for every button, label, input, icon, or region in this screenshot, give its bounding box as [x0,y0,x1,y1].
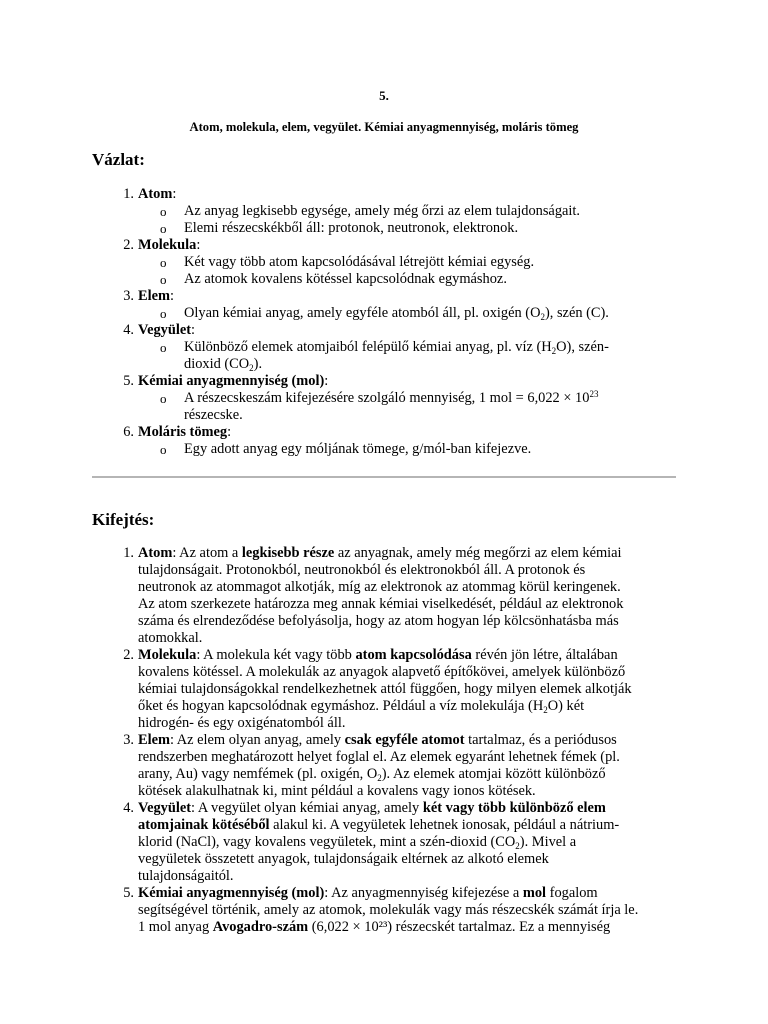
item-number: 5. [123,373,134,389]
item-term: Vegyület [138,800,192,816]
item-term: Molekula [138,647,197,663]
item-number: 4. [123,322,134,338]
item-term: Moláris tömeg [138,424,228,440]
detail-list [92,545,672,936]
item-term: Elem [138,288,170,304]
bullet-icon: o [160,255,167,270]
outline-subitem: o Különböző elemek atomjaiból felépülő kémiai anyag, pl. víz $(H_2O)$, szén- dioxid $(CO_2)$. [160,339,609,373]
item-number: 4. [123,800,134,816]
detail-item: 5. Kémiai anyagmennyiség (mol): Az anyagmennyiség kifejezése a mol fogalom segítségével történik, amely az atomok, molekulák vagy más részecskék számát írja le. 1 mol anyag Avogadro-szám (6,022 × 10²³) részecskét tartalmaz. Ez a mennyiség [92,885,672,936]
document-title: Atom, molekula, elem, vegyület. Kémiai anyagmennyiség, moláris tömeg [189,120,579,134]
item-term: Vegyület [138,322,192,338]
bullet-icon: o [160,272,167,287]
outline-item: 3. Elem: [92,288,672,305]
bullet-icon: o [160,442,167,457]
outline-subitem: o Az anyag legkisebb egysége, amely még őrzi az elem tulajdonságait. [160,203,580,219]
outline-list [92,186,672,458]
item-term: Atom [138,186,173,202]
detail-item: 2. Molekula: A molekula két vagy több atom kapcsolódása révén jön létre, általában kovalens kötéssel. A molekulák az anyagok alapvető építőkövei, amelyek különböző kémiai tulajdonságokkal rendelkezhetnek attól függően, hogy milyen elemek alkotják őket és hogyan kapcsolódnak egymáshoz. Például a víz molekulája $(H_2O)$ két hidrogén- és egy oxigénatomból áll. [92,647,672,732]
outline-item: 6. Moláris tömeg: [92,424,672,441]
outline-item: 1. Atom: [92,186,672,203]
item-number: 2. [123,647,134,663]
item-number: 5. [123,885,134,901]
item-number: 1. [123,186,134,202]
item-term: Molekula [138,237,197,253]
outline-item: 5. Kémiai anyagmennyiség (mol): [92,373,672,390]
item-term: Elem [138,732,170,748]
outline-subitem: o Elemi részecskékből áll: protonok, neutronok, elektronok. [160,220,519,236]
outline-subitem: o Az atomok kovalens kötéssel kapcsolódnak egymáshoz. [160,271,507,287]
outline-subitem: o Két vagy több atom kapcsolódásával létrejött kémiai egység. [160,254,535,270]
item-number: 2. [123,237,134,253]
detail-item: 3. Elem: Az elem olyan anyag, amely csak egyféle atomot tartalmaz, és a periódusos rendszerben meghatározott helyet foglal el. Az elemek egyaránt lehetnek fémek (pl. arany, Au) vagy nemfémek (pl. oxigén, $O_2$). Az elemek atomjai között különböző kötések alakulhatnak ki, mint például a kovalens vagy ionos kötések. [92,732,672,800]
item-term: Atom [138,545,173,561]
outline-subitem: o A részecskeszám kifejezésére szolgáló mennyiség, 1 mol = $6,022 \times 10^{23}$ részecske. [160,389,599,423]
bullet-icon: o [160,221,167,236]
bullet-icon: o [160,391,167,406]
bullet-icon: o [160,306,167,321]
horizontal-divider [92,476,676,478]
outline-heading: Vázlat: [92,150,145,169]
detail-item: 1. Atom: Az atom a legkisebb része az anyagnak, amely még megőrzi az elem kémiai tulajdonságait. Protonokból, neutronokból és elektronokból áll. A protonok és neutronok az atommagot alkotják, míg az elektronok az atommag körül keringenek. Az atom szerkezete határozza meg annak kémiai viselkedését, például az elektronok száma és elrendeződése befolyásolja, hogy az atom hogyan lép kölcsönhatásba más atomokkal. [92,545,672,647]
detail-item: 4. Vegyület: A vegyület olyan kémiai anyag, amely két vagy több különböző elem atomjainak kötéséből alakul ki. A vegyületek lehetnek ionosak, például a nátrium- klorid (NaCl), vagy kovalens vegyületek, mint a szén-dioxid $(CO_2)$. Mivel a vegyületek összetett anyagok, tulajdonságaik eltérnek az alkotó elemek tulajdonságaitól. [92,800,672,885]
item-number: 6. [123,424,134,440]
bullet-icon: o [160,340,167,355]
outline-subitem: o Olyan kémiai anyag, amely egyféle atomból áll, pl. oxigén $(O_2)$, szén (C). [160,305,609,322]
chapter-number: 5. [379,88,389,103]
item-term: Kémiai anyagmennyiség (mol) [138,373,325,389]
item-term: Kémiai anyagmennyiség (mol) [138,885,325,901]
item-number: 3. [123,732,134,748]
outline-item: 4. Vegyület: [92,322,672,339]
bullet-icon: o [160,204,167,219]
item-number: 3. [123,288,134,304]
detail-heading: Kifejtés: [92,510,155,529]
outline-item: 2. Molekula: [92,237,672,254]
item-number: 1. [123,545,134,561]
outline-subitem: o Egy adott anyag egy móljának tömege, g/mól-ban kifejezve. [160,441,532,457]
